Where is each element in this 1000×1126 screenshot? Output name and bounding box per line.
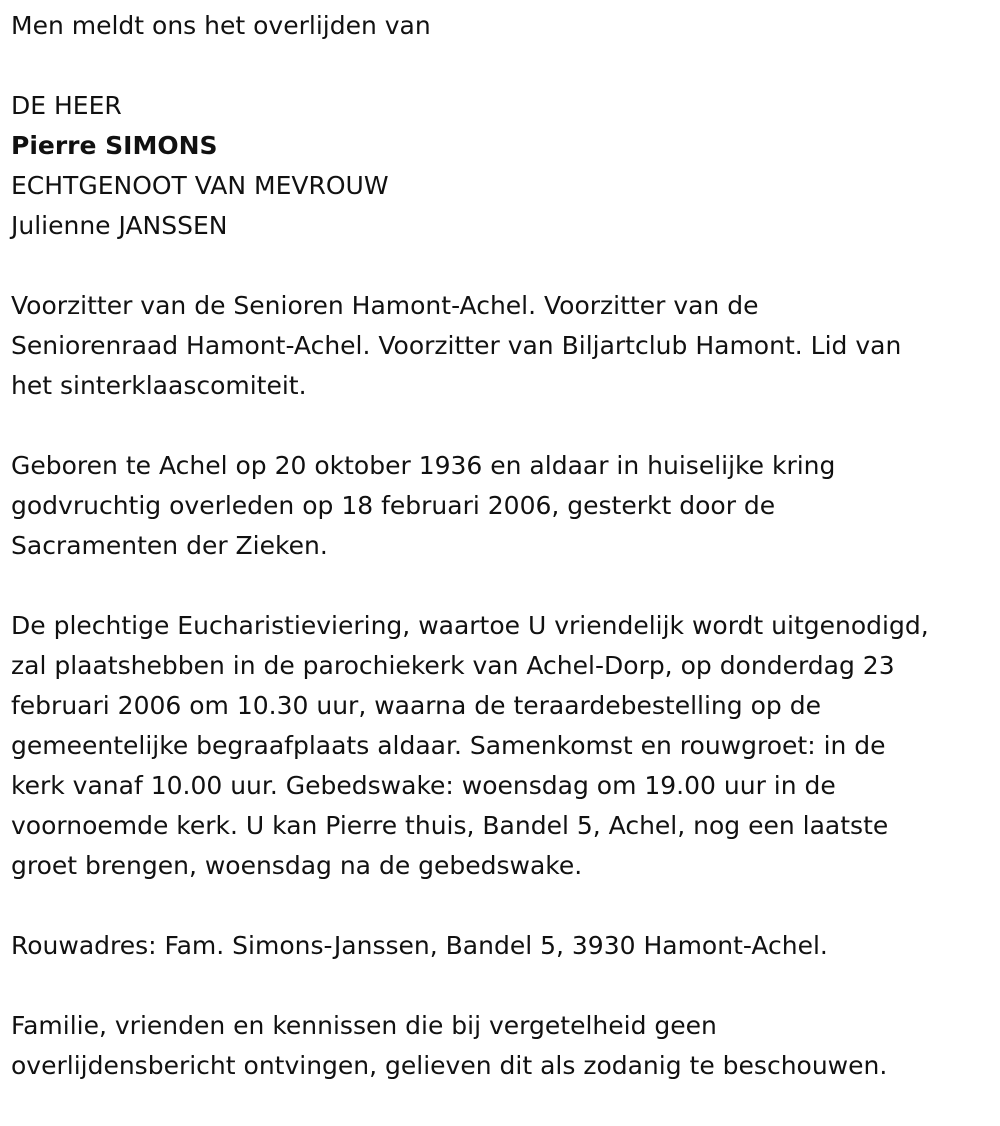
closing-line: overlijdensbericht ontvingen, gelieven dit als zodanig te beschouwen. <box>11 1051 888 1080</box>
roles-paragraph <box>11 286 991 406</box>
birth-death-paragraph <box>11 446 991 566</box>
ceremony-line: februari 2006 om 10.30 uur, waarna de teraardebestelling op de <box>11 691 821 720</box>
obituary-notice <box>11 0 991 1086</box>
ceremony-paragraph <box>11 606 991 886</box>
roles-line: het sinterklaascomiteit. <box>11 371 307 400</box>
spouse-label: ECHTGENOOT VAN MEVROUW <box>11 171 389 200</box>
roles-line: Voorzitter van de Senioren Hamont-Achel. Voorzitter van de <box>11 291 759 320</box>
ceremony-line: kerk vanaf 10.00 uur. Gebedswake: woensdag om 19.00 uur in de <box>11 771 836 800</box>
ceremony-line: voornoemde kerk. U kan Pierre thuis, Bandel 5, Achel, nog een laatste <box>11 811 889 840</box>
roles-line: Seniorenraad Hamont-Achel. Voorzitter van Biljartclub Hamont. Lid van <box>11 331 902 360</box>
birth-death-line: godvruchtig overleden op 18 februari 2006, gesterkt door de <box>11 491 776 520</box>
intro-text: Men meldt ons het overlijden van <box>11 11 431 40</box>
title-line: DE HEER <box>11 91 122 120</box>
spouse-name: Julienne JANSSEN <box>11 211 228 240</box>
deceased-name: Pierre SIMONS <box>11 131 218 160</box>
birth-death-line: Geboren te Achel op 20 oktober 1936 en aldaar in huiselijke kring <box>11 451 836 480</box>
ceremony-line: gemeentelijke begraafplaats aldaar. Samenkomst en rouwgroet: in de <box>11 731 886 760</box>
closing-line: Familie, vrienden en kennissen die bij vergetelheid geen <box>11 1011 717 1040</box>
ceremony-line: De plechtige Eucharistieviering, waartoe U vriendelijk wordt uitgenodigd, <box>11 611 929 640</box>
ceremony-line: zal plaatshebben in de parochiekerk van Achel-Dorp, op donderdag 23 <box>11 651 895 680</box>
mourning-address: Rouwadres: Fam. Simons-Janssen, Bandel 5, 3930 Hamont-Achel. <box>11 931 828 960</box>
ceremony-line: groet brengen, woensdag na de gebedswake. <box>11 851 583 880</box>
closing-paragraph <box>11 1006 991 1086</box>
birth-death-line: Sacramenten der Zieken. <box>11 531 328 560</box>
